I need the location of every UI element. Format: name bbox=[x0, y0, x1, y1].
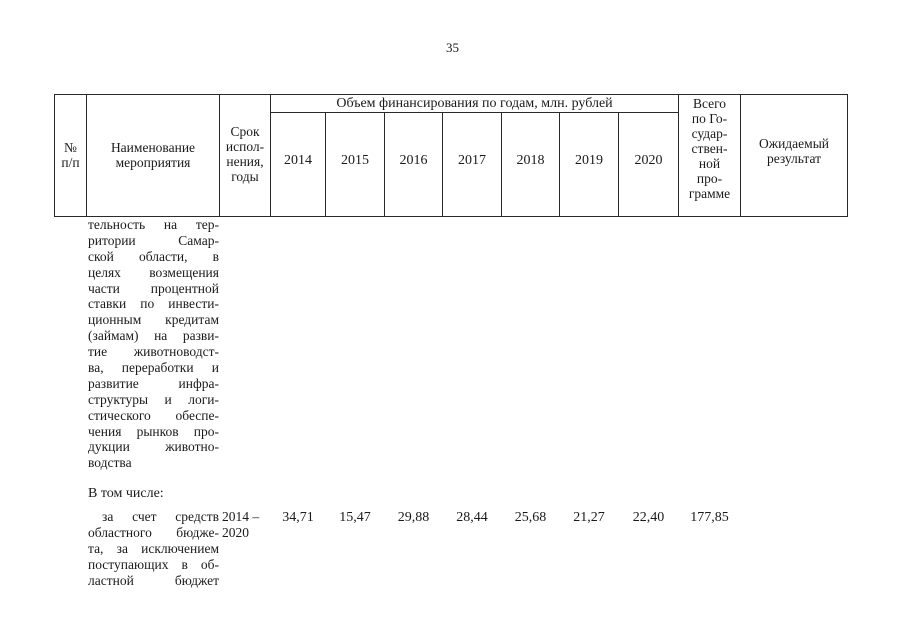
header-year-2018: 2018 bbox=[516, 153, 545, 168]
measure-description-continuation bbox=[88, 217, 219, 471]
row-value-2015: 15,47 bbox=[339, 510, 371, 525]
description-line: чения рынков про- bbox=[88, 423, 219, 439]
header-term-line: годы bbox=[231, 169, 259, 184]
row-name-line: ластной бюджет bbox=[88, 573, 219, 588]
header-result-line: результат bbox=[766, 151, 822, 166]
description-line: ритории Самар- bbox=[88, 232, 219, 248]
table-top-border bbox=[54, 94, 848, 95]
row-value-2017: 28,44 bbox=[456, 510, 488, 525]
header-term-line: нения, bbox=[226, 154, 264, 169]
header-year-2016: 2016 bbox=[399, 153, 428, 168]
description-line: ционным кредитам bbox=[88, 312, 219, 328]
description-line: части процентной bbox=[88, 280, 219, 296]
header-year-2020: 2020 bbox=[634, 153, 663, 168]
description-line: ской области, в bbox=[88, 248, 219, 264]
row-name-line: областного бюдже- bbox=[88, 525, 219, 540]
row-period bbox=[222, 509, 259, 541]
header-num-line: № bbox=[64, 140, 77, 155]
header-result-col bbox=[741, 136, 847, 166]
description-line: ва, переработки и bbox=[88, 360, 219, 376]
description-line: стического обеспе- bbox=[88, 407, 219, 423]
row-value-2014: 34,71 bbox=[282, 510, 314, 525]
funding-subheader-line bbox=[270, 112, 678, 113]
header-total-col bbox=[679, 96, 740, 201]
header-total-line: про- bbox=[696, 171, 723, 186]
header-num-col bbox=[55, 140, 86, 170]
row-period-line: 2020 bbox=[222, 525, 249, 540]
header-total-line: судар- bbox=[691, 126, 728, 141]
row-value-2020: 22,40 bbox=[632, 510, 665, 525]
col-border-end bbox=[847, 94, 848, 217]
description-line: водства bbox=[88, 455, 132, 471]
row-period-line: 2014 – bbox=[222, 509, 260, 524]
header-term-line: Срок bbox=[230, 124, 260, 139]
header-year-2015: 2015 bbox=[341, 153, 369, 168]
header-funding-title: Объем финансирования по годам, млн. рублей bbox=[336, 96, 613, 111]
description-line: целях возмещения bbox=[88, 264, 219, 280]
description-line: ставки по инвести- bbox=[88, 296, 219, 312]
header-total-line: грамме bbox=[688, 186, 731, 201]
header-term-line: испол- bbox=[225, 139, 265, 154]
header-name-col bbox=[87, 140, 219, 170]
row-name-line: та, за исключением bbox=[88, 541, 219, 556]
header-year-2017: 2017 bbox=[458, 153, 486, 168]
row-name-line: за счет средств bbox=[102, 509, 219, 524]
header-total-line: по Го- bbox=[691, 111, 728, 126]
row-funding-source bbox=[88, 509, 219, 589]
description-line: дукции животно- bbox=[88, 439, 219, 455]
description-line: (займам) на разви- bbox=[88, 328, 219, 344]
description-line: развитие инфра- bbox=[88, 375, 219, 391]
header-result-line: Ожидаемый bbox=[759, 136, 829, 151]
header-num-line: п/п bbox=[61, 155, 80, 170]
header-term-col bbox=[220, 124, 270, 184]
header-name-line: Наименование bbox=[110, 140, 196, 155]
row-value-2019: 21,27 bbox=[573, 510, 605, 525]
header-total-line: Всего bbox=[692, 96, 727, 111]
header-year-2019: 2019 bbox=[575, 153, 603, 168]
row-value-2016: 29,88 bbox=[397, 510, 430, 525]
row-value-2018: 25,68 bbox=[514, 510, 547, 525]
description-line: тельность на тер- bbox=[88, 217, 219, 232]
header-year-2014: 2014 bbox=[284, 153, 312, 168]
including-label: В том числе: bbox=[88, 486, 164, 501]
header-total-line: ной bbox=[698, 156, 721, 171]
page-number: 35 bbox=[446, 40, 459, 55]
row-value-total: 177,85 bbox=[690, 510, 729, 525]
header-name-line: мероприятия bbox=[115, 155, 191, 170]
description-line: тие животноводст- bbox=[88, 344, 219, 360]
header-total-line: ствен- bbox=[691, 141, 728, 156]
row-name-line: поступающих в об- bbox=[88, 557, 219, 572]
description-line: структуры и логи- bbox=[88, 391, 219, 407]
